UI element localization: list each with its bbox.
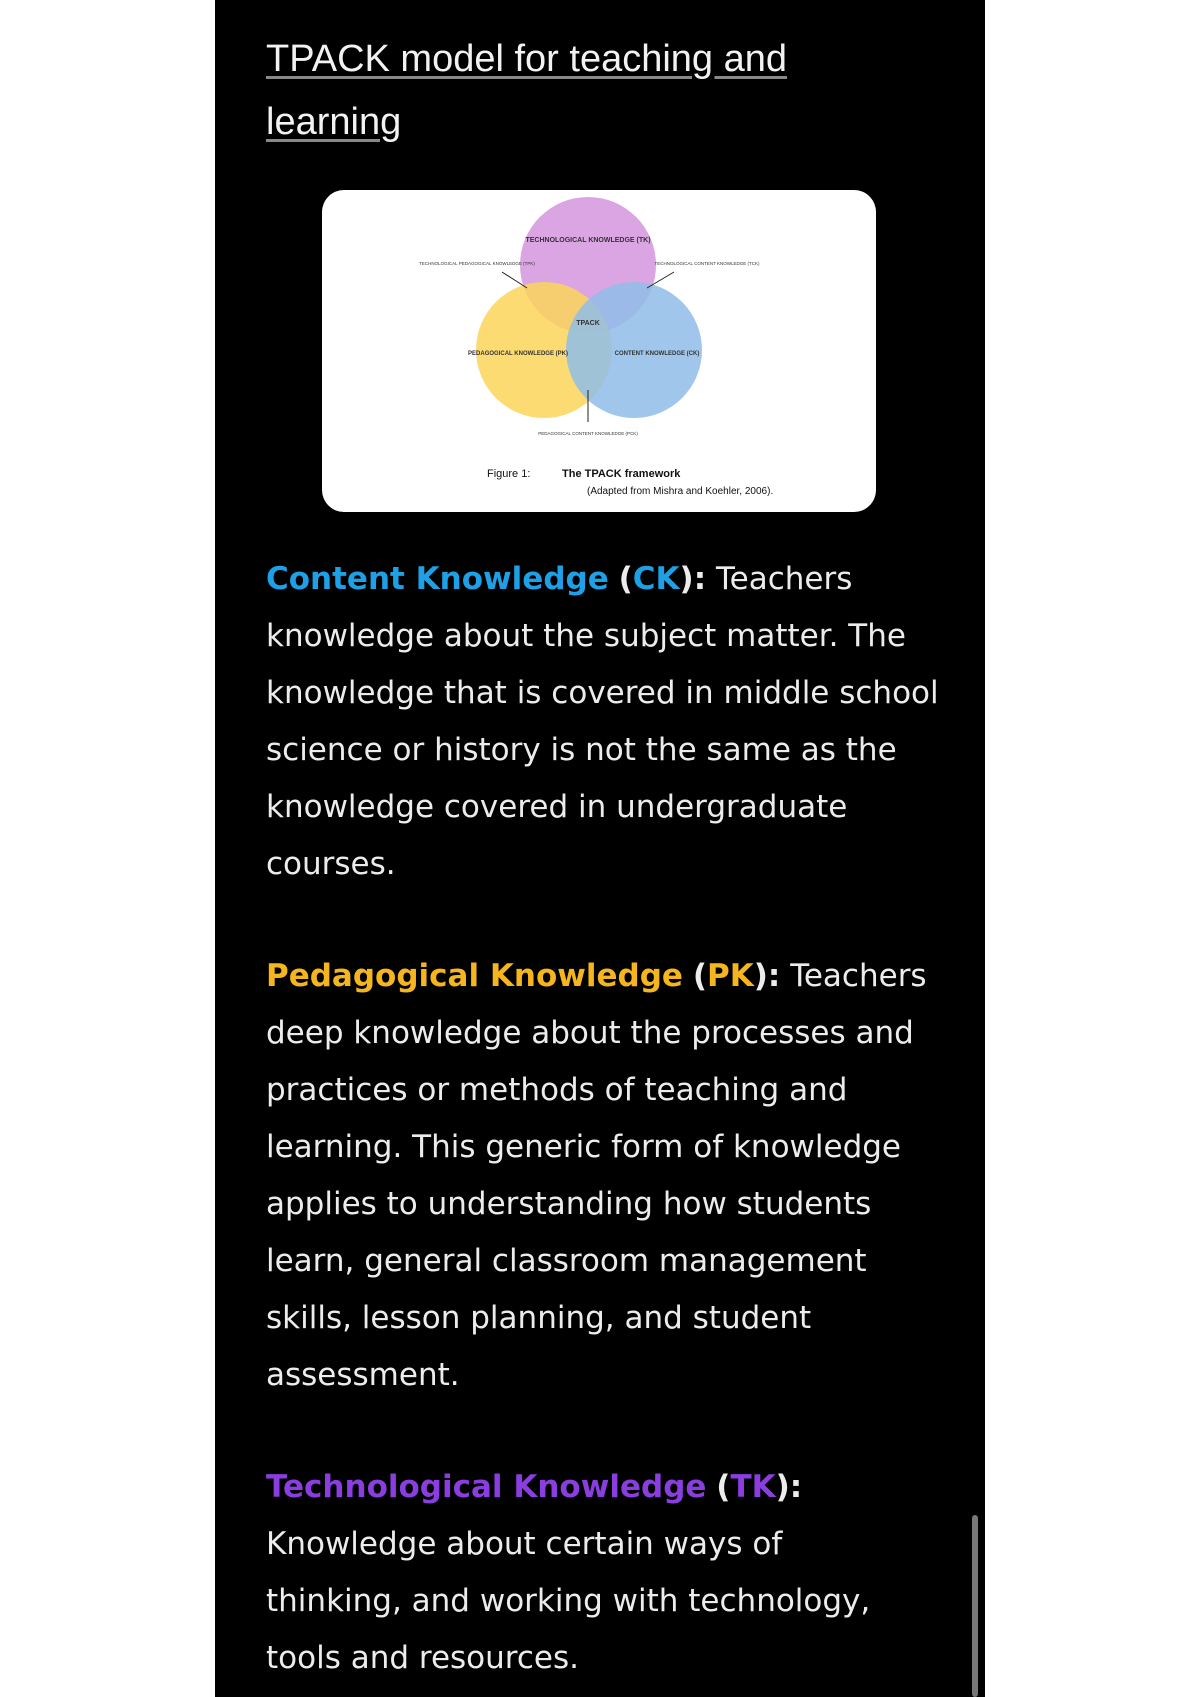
- term-tk: Technological Knowledge: [266, 1469, 707, 1505]
- section-pk: Pedagogical Knowledge (PK): Teachers deep knowledge about the processes and practices or methods of teaching and learning. This generic form of knowledge applies to understanding how students learn, general classroom management skills, lesson planning, and student assessment.: [266, 958, 927, 1393]
- abbr-pk: PK: [707, 958, 754, 994]
- figure-caption-title: The TPACK framework: [562, 468, 681, 480]
- section-ck: Content Knowledge (CK): Teachers knowledge about the subject matter. The knowledge that is covered in middle school science or history is not the same as the knowledge covered in undergraduate courses.: [266, 561, 939, 882]
- scrollbar[interactable]: [972, 1515, 978, 1697]
- figure-caption-source: (Adapted from Mishra and Koehler, 2006).: [587, 486, 774, 497]
- tpack-venn-diagram: [322, 190, 876, 512]
- pk-label: PEDAGOGICAL KNOWLEDGE (PK): [468, 351, 568, 357]
- abbr-ck: CK: [632, 561, 680, 597]
- figure-caption-label: Figure 1:: [487, 468, 531, 480]
- article-title-link[interactable]: TPACK model for teaching and learning: [266, 38, 788, 143]
- section-tk: Technological Knowledge (TK): Knowledge about certain ways of thinking, and working with technology, tools and resources.: [266, 1469, 871, 1676]
- tk-label: TECHNOLOGICAL KNOWLEDGE (TK): [525, 237, 651, 244]
- text-pk: Teachers deep knowledge about the processes and practices or methods of teaching and learning. This generic form of knowledge applies to understanding how students learn, general classroom management skills, lesson planning, and student assessment.: [266, 958, 927, 1393]
- pck-label: PEDAGOGICAL CONTENT KNOWLEDGE (PCK): [538, 431, 638, 436]
- tck-label: TECHNOLOGICAL CONTENT KNOWLEDGE (TCK): [654, 261, 760, 266]
- term-pk: Pedagogical Knowledge: [266, 958, 683, 994]
- term-ck: Content Knowledge: [266, 561, 609, 597]
- text-tk: Knowledge about certain ways of thinking, and working with technology, tools and resources.: [266, 1526, 871, 1676]
- abbr-tk: TK: [730, 1469, 776, 1505]
- ck-circle: [566, 282, 702, 418]
- ck-label: CONTENT KNOWLEDGE (CK): [614, 351, 700, 357]
- text-ck: Teachers knowledge about the subject matter. The knowledge that is covered in middle school science or history is not the same as the knowledge covered in undergraduate courses.: [266, 561, 939, 882]
- tpack-figure: [322, 190, 876, 512]
- tpack-center-label: TPACK: [576, 320, 600, 327]
- tpk-label: TECHNOLOGICAL PEDAGOGICAL KNOWLEDGE (TPK): [419, 261, 535, 266]
- article-panel: [215, 0, 985, 1697]
